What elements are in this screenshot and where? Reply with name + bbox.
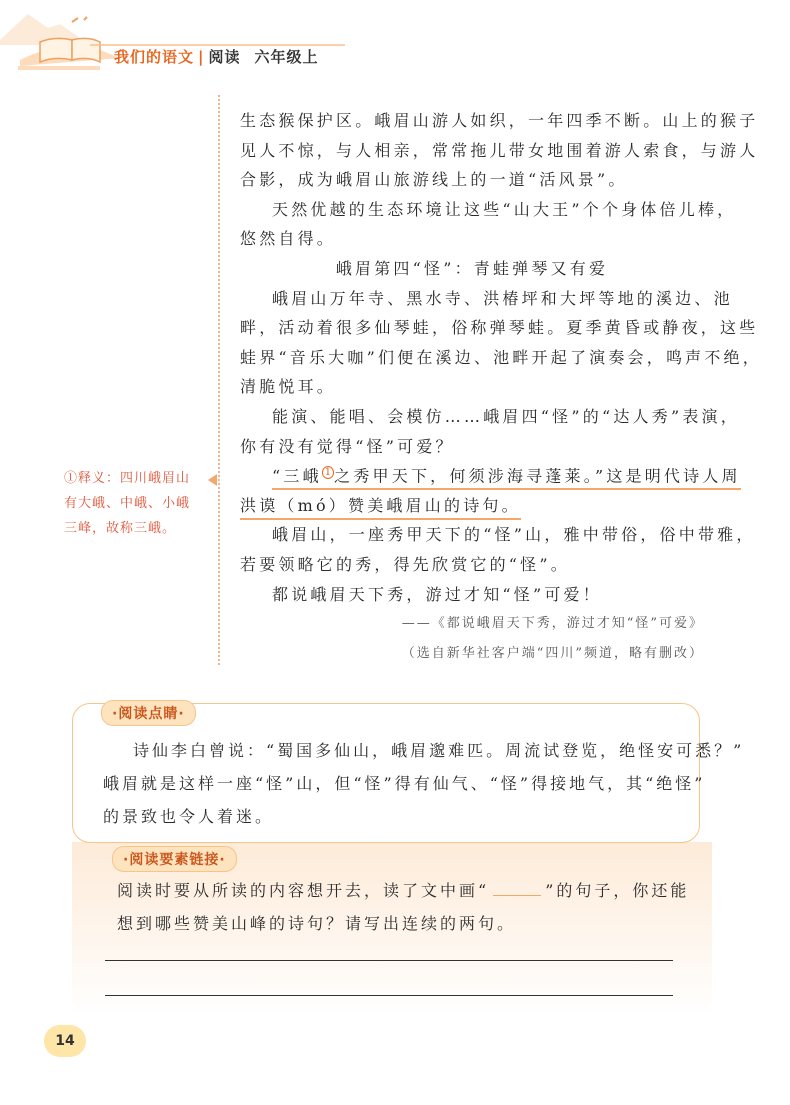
page-number: 14 (44, 1025, 86, 1057)
underlined-quote-line (240, 461, 741, 491)
footnote-line: 有大峨、中峨、小峨 (64, 496, 191, 511)
tips-line: 诗仙李白曾说：“蜀国多仙山，峨眉邈难匹。周流试登览，绝怪安可悉？” (133, 741, 745, 760)
text-line: 见人不惊，与人相亲，常常拖儿带女地围着游人索食，与游人 (240, 140, 759, 160)
underlined-quote-line (240, 491, 704, 521)
footnote-line: ①释义：四川峨眉山 (64, 471, 191, 486)
reading-tips-panel (72, 703, 745, 843)
open-book-logo-icon (0, 0, 360, 80)
article-body (240, 106, 762, 668)
exercise-line: 想到哪些赞美山峰的诗句？请写出连续的两句。 (117, 914, 517, 933)
tips-line: 峨眉就是这样一座“怪”山，但“怪”得有仙气、“怪”得接地气，其“绝怪” (103, 774, 706, 793)
page-header (0, 0, 790, 80)
text-line: 天然优越的生态环境让这些“山大王”个个身体倍儿棒， (272, 199, 737, 219)
quote-part: 之秀甲天下，何须涉海寻蓬莱。”这是明代诗人周 (334, 466, 741, 486)
quote-part: “三峨 (272, 466, 322, 486)
book-brand: 我们的语文 (114, 48, 195, 66)
reading-link-tab: ·阅读要素链接· (112, 846, 237, 872)
footnote-pointer-icon (208, 474, 217, 486)
text-line: 清脆悦耳。 (240, 377, 337, 397)
text-line: 峨眉山，一座秀甲天下的“怪”山，雅中带俗，俗中带雅， (272, 525, 756, 545)
text-line: 合影，成为峨眉山旅游线上的一道“活风景”。 (240, 170, 628, 190)
text-line: 你有没有觉得“怪”可爱？ (240, 436, 455, 456)
text-line: 都说峨眉天下秀，游过才知“怪”可爱！ (272, 584, 602, 604)
header-grade: 六年级上 (254, 48, 319, 66)
footnote-line: 三峰，故称三峨。 (64, 521, 177, 536)
reading-link-panel (72, 842, 712, 1017)
exercise-text: ”的句子，你还能 (545, 881, 690, 900)
text-line: 能演、能唱、会模仿……峨眉四“怪”的“达人秀”表演， (272, 406, 740, 426)
exercise-text: 阅读时要从所读的内容想开去，读了文中画“ (117, 881, 490, 900)
header-section: 阅读 (208, 48, 241, 66)
text-line: 峨眉山万年寺、黑水寺、洪椿坪和大坪等地的溪边、池 (272, 288, 733, 308)
underlined-sentence (272, 461, 741, 490)
header-title (114, 46, 319, 67)
exercise-line (117, 874, 689, 907)
underlined-sentence: 洪谟（mó）赞美峨眉山的诗句。 (240, 494, 521, 520)
margin-divider (218, 95, 220, 665)
text-line: 畔，活动着很多仙琴蛙，俗称弹琴蛙。夏季黄昏或静夜，这些 (240, 318, 759, 338)
section-heading: 峨眉第四“怪”：青蛙弹琴又有爱 (335, 258, 609, 278)
source-title: ——《都说峨眉天下秀，游过才知“怪”可爱》 (401, 616, 704, 632)
side-footnote (64, 466, 204, 541)
text-line: 悠然自得。 (240, 229, 337, 249)
text-line: 生态猴保护区。峨眉山游人如织，一年四季不断。山上的猴子 (240, 111, 759, 130)
underline-blank (493, 895, 541, 896)
text-line: 若要领略它的秀，得先欣赏它的“怪”。 (240, 554, 570, 574)
tips-line: 的景致也令人着迷。 (103, 807, 275, 826)
source-note: （选自新华社客户端“四川”频道，略有删改） (401, 645, 704, 661)
answer-line-2[interactable] (105, 995, 673, 996)
footnote-marker[interactable]: 1 (322, 466, 334, 479)
text-line: 蛙界“音乐大咖”们便在溪边、池畔开起了演奏会，鸣声不绝， (240, 347, 762, 367)
header-separator: | (198, 48, 205, 66)
reading-tips-tab: ·阅读点睛· (101, 700, 196, 726)
answer-line-1[interactable] (105, 960, 673, 961)
